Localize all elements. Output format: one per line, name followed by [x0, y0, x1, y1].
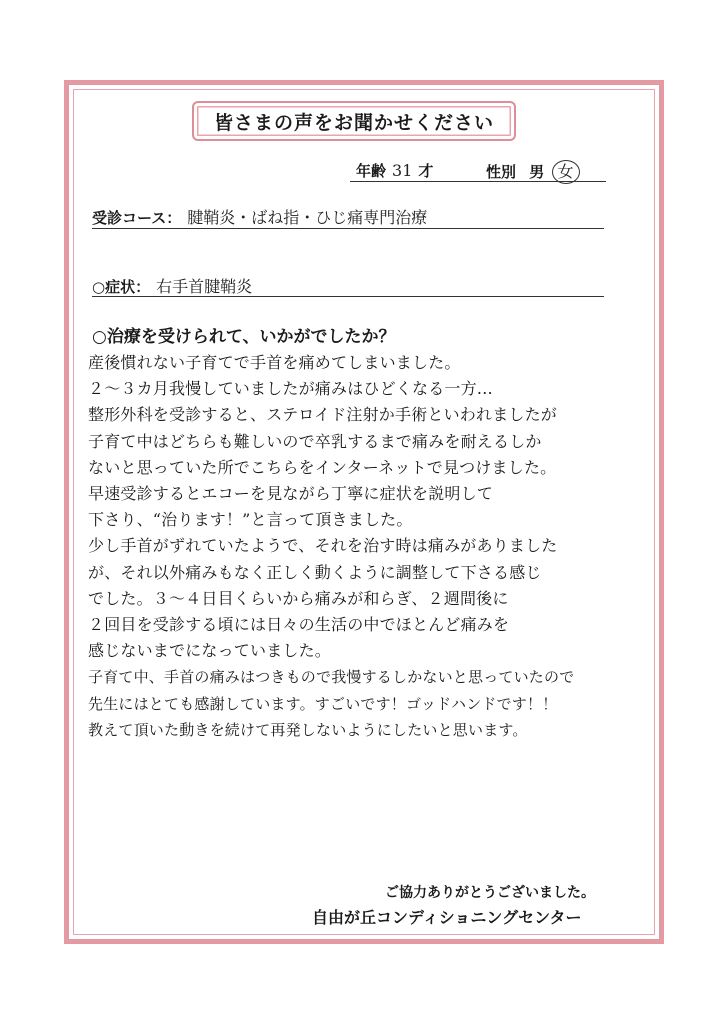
comment-line: 少し手首がずれていたようで、それを治す時は痛みがありました — [88, 536, 558, 556]
gender-label: 性別 — [486, 163, 517, 181]
comment-line: 感じないまでになっていました。 — [88, 641, 332, 661]
gender-female-circled: 女 — [552, 160, 580, 184]
comment-line: 下さり、“治ります！”と言って頂きました。 — [88, 510, 413, 530]
course-underline — [92, 228, 604, 229]
course-field — [92, 205, 427, 228]
course-value: 腱鞘炎・ばね指・ひじ痛専門治療 — [187, 208, 428, 227]
comment-line: が、それ以外痛みもなく正しく動くように調整して下さる感じ — [88, 562, 542, 582]
gender-male: 男 — [529, 163, 545, 181]
symptom-label: ○症状： — [92, 278, 151, 296]
comment-line: ２～３カ月我慢していましたが痛みはひどくなる一方… — [88, 379, 494, 399]
footer-clinic-name: 自由が丘コンディショニングセンター — [312, 908, 582, 927]
comment-line: 先生にはとても感謝しています。すごいです！ゴッドハンドです！！ — [88, 694, 558, 713]
handwritten-comment — [88, 350, 648, 743]
age-label: 年齢 — [356, 162, 387, 180]
symptom-field — [92, 274, 252, 297]
age-gender-underline — [350, 181, 606, 182]
age-unit: 才 — [418, 162, 434, 180]
footer-thanks: ご協力ありがとうございました。 — [385, 885, 595, 901]
symptom-underline — [92, 296, 604, 297]
comment-line: でした。３～４日目くらいから痛みが和らぎ、２週間後に — [88, 588, 509, 608]
question-heading: ○治療を受けられて、いかがでしたか？ — [92, 327, 396, 347]
age-value: 31 — [392, 161, 413, 180]
comment-line: 産後慣れない子育てで手首を痛めてしまいました。 — [88, 353, 461, 372]
comment-line: 子育て中、手首の痛みはつきもので我慢するしかないと思っていたので — [88, 668, 575, 687]
comment-line: 子育て中はどちらも難しいので卒乳するまで痛みを耐えるしか — [88, 431, 542, 451]
course-label: 受診コース： — [92, 209, 182, 227]
comment-line: ないと思っていた所でこちらをインターネットで見つけました。 — [88, 457, 557, 477]
comment-line: 教えて頂いた動きを続けて再発しないようにしたいと思います。 — [88, 720, 528, 739]
symptom-value: 右手首腱鞘炎 — [156, 277, 253, 296]
comment-line: ２回目を受診する頃には日々の生活の中でほとんど痛みを — [88, 615, 510, 635]
age-field — [356, 160, 433, 181]
comment-line: 早速受診するとエコーを見ながら丁寧に症状を説明して — [88, 484, 494, 504]
form-title: 皆さまの声をお聞かせください — [192, 101, 516, 141]
comment-line: 整形外科を受診すると、ステロイド注射か手術といわれましたが — [88, 405, 558, 425]
